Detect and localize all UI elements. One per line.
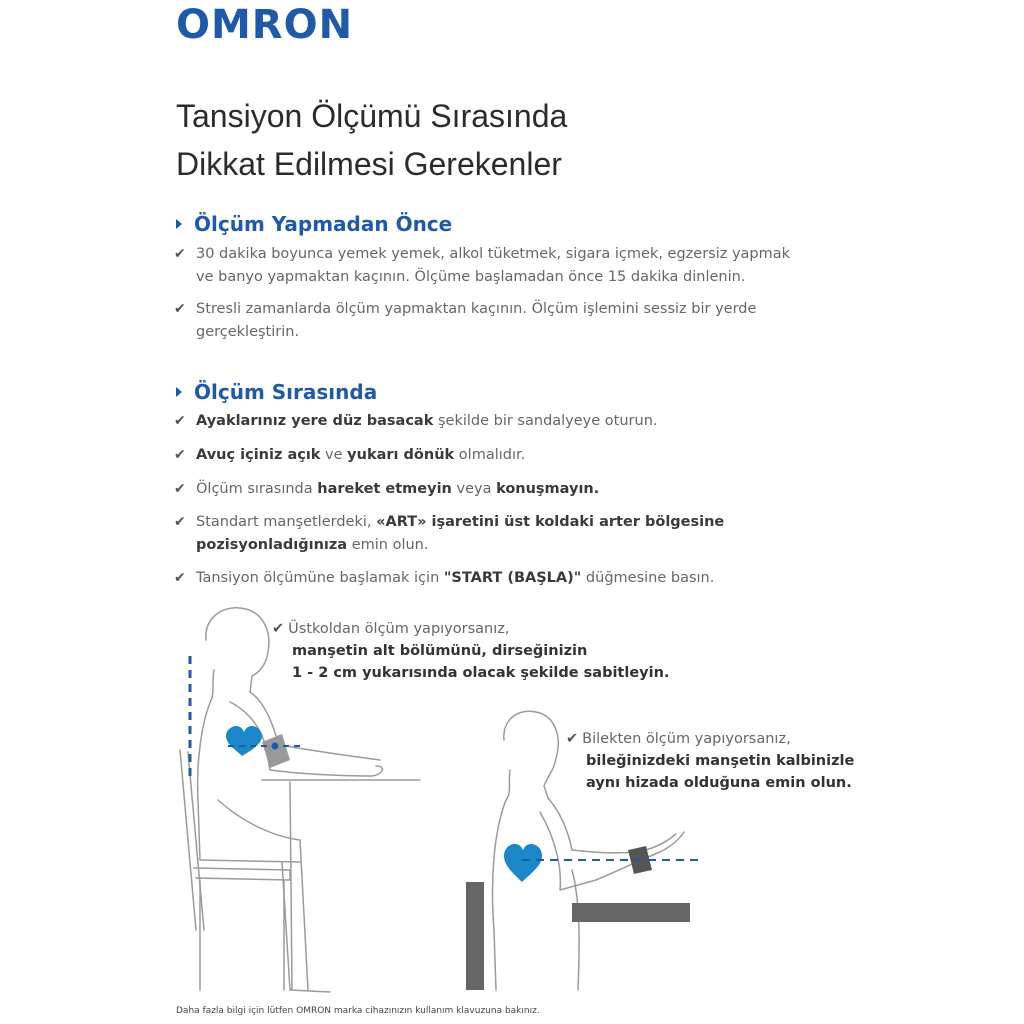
text: şekilde bir sandalyeye oturun.: [433, 413, 658, 429]
callout-bold-text: manşetin alt bölümünü, dirseğinizin: [292, 643, 588, 659]
text: düğmesine basın.: [581, 570, 715, 586]
bold-text: «ART» işaretini üst koldaki arter bölgesine: [376, 514, 725, 530]
text: veya: [451, 481, 497, 497]
text: ve: [320, 447, 348, 463]
heart-icon: [226, 726, 262, 756]
callout-bold-text: aynı hizada olduğuna emin olun.: [586, 775, 852, 791]
text: Ölçüm sırasında: [196, 481, 318, 497]
upper-arm-cuff: [262, 734, 290, 768]
check-mark-icon: ✔: [566, 731, 579, 747]
art-mark-dot: [272, 743, 279, 750]
text: olmalıdır.: [454, 447, 526, 463]
heart-icon: [504, 844, 542, 882]
check-mark-icon: ✔: [174, 413, 186, 429]
footer-note: Daha fazla bilgi için lütfen OMRON marka cihazınızın kullanım klavuzuna bakınız.: [176, 1006, 540, 1016]
check-mark-icon: ✔: [174, 301, 186, 317]
section-heading-text: Ölçüm Yapmadan Önce: [194, 212, 453, 236]
chair-figure: [180, 750, 290, 990]
bold-text: Avuç içiniz açık: [196, 447, 321, 463]
section-heading-text: Ölçüm Sırasında: [194, 380, 378, 404]
check-mark-icon: ✔: [272, 621, 285, 637]
callout-text: Üstkoldan ölçüm yapıyorsanız,: [288, 621, 510, 637]
check-mark-icon: ✔: [174, 514, 186, 530]
callout-text: Bilekten ölçüm yapıyorsanız,: [582, 731, 791, 747]
bold-text: hareket etmeyin: [317, 481, 452, 497]
side-block: [466, 882, 484, 990]
callout-bold-text: bileğinizdeki manşetin kalbinizle: [586, 753, 855, 769]
table-figure: [262, 780, 420, 990]
item-text-line: ve banyo yapmaktan kaçının. Ölçüme başlamadan önce 15 dakika dinlenin.: [196, 269, 746, 285]
page-title-line-1: Tansiyon Ölçümü Sırasında: [176, 98, 568, 134]
text: emin olun.: [347, 537, 429, 553]
upper-arm-callout: [272, 618, 669, 684]
check-mark-icon: ✔: [174, 246, 186, 262]
check-mark-icon: ✔: [174, 447, 186, 463]
item-text-line: gerçekleştirin.: [196, 324, 300, 340]
item-text-line: Stresli zamanlarda ölçüm yapmaktan kaçının. Ölçüm işlemini sessiz bir yerde: [196, 301, 757, 317]
text: Tansiyon ölçümüne başlamak için: [196, 570, 444, 586]
wrist-callout: [566, 728, 854, 794]
omron-logo: OMRON: [176, 2, 354, 48]
bold-text: Ayaklarınız yere düz basacak: [196, 413, 434, 429]
bold-text: pozisyonladığınıza: [196, 537, 348, 553]
check-mark-icon: ✔: [174, 570, 186, 586]
arm-rest-block: [572, 903, 690, 922]
check-mark-icon: ✔: [174, 481, 186, 497]
page-title-line-2: Dikkat Edilmesi Gerekenler: [176, 146, 562, 182]
bold-text: yukarı dönük: [347, 447, 455, 463]
bold-text: "START (BAŞLA)": [443, 570, 582, 586]
item-text-line: 30 dakika boyunca yemek yemek, alkol tüketmek, sigara içmek, egzersiz yapmak: [196, 246, 791, 262]
text: Standart manşetlerdeki,: [196, 514, 377, 530]
bold-text: konuşmayın.: [496, 481, 600, 497]
callout-bold-text: 1 - 2 cm yukarısında olacak şekilde sabitleyin.: [292, 665, 670, 681]
